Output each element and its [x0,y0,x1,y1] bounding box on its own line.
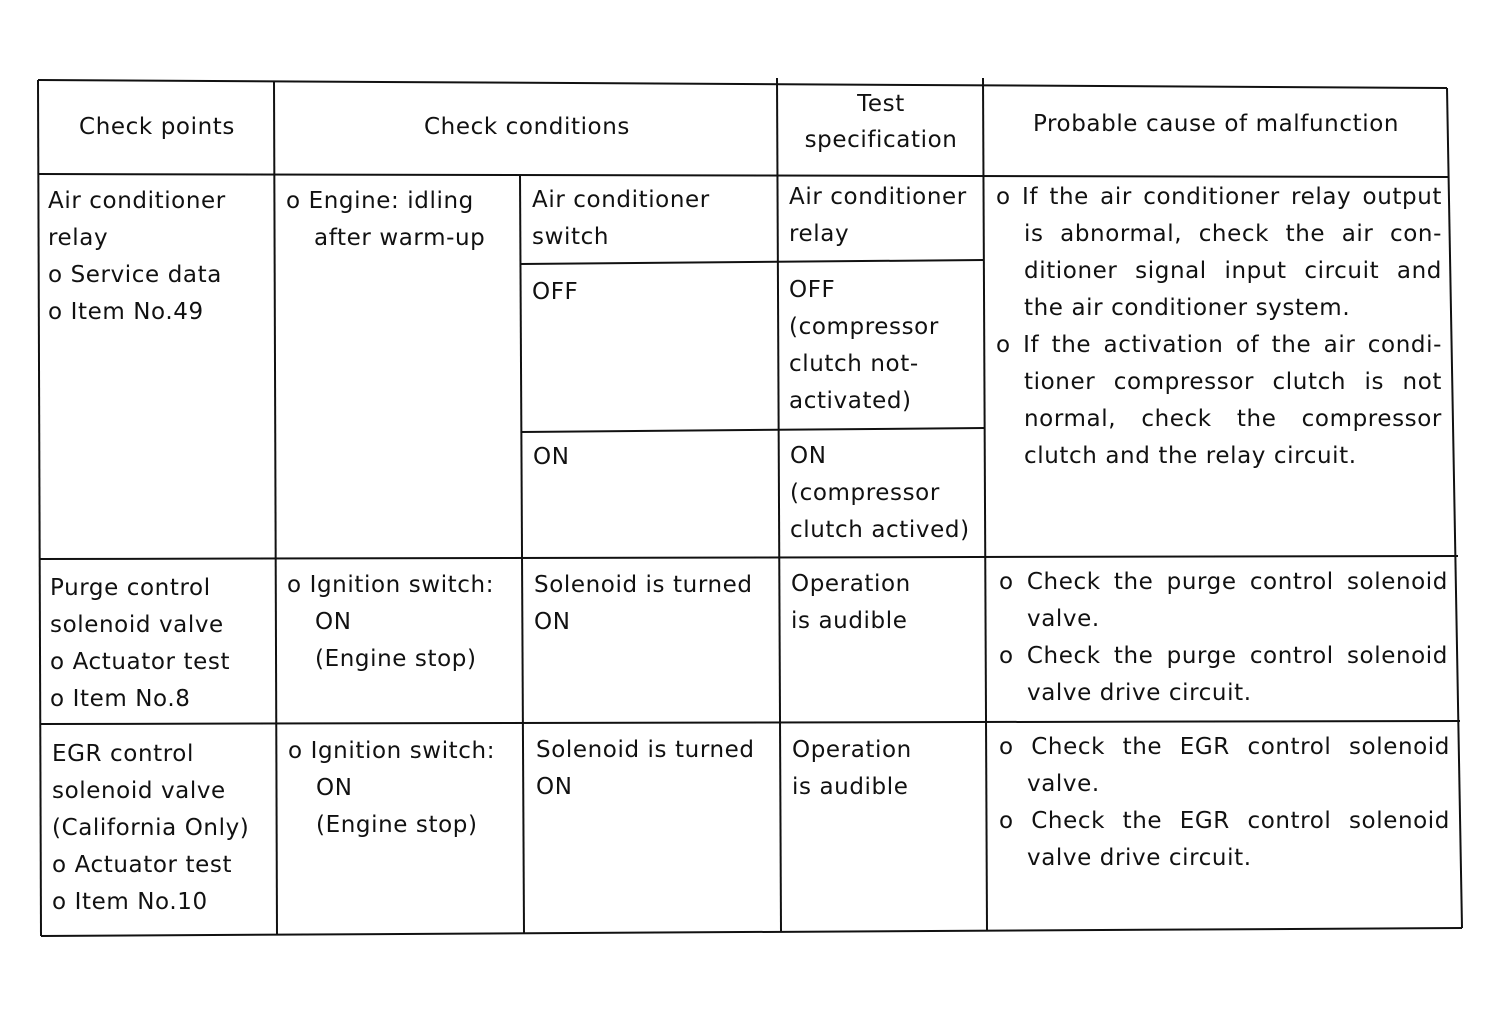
row2-check-point-line-2: solenoid valve [50,612,224,638]
row3-condition-line-2: ON [316,775,353,801]
row1-sub2-spec-line-1: ON [790,443,827,469]
row1-cause-line-4: the air conditioner system. [1024,295,1351,321]
row2-condition-line-3: (Engine stop) [315,646,477,672]
row3-spec [792,732,912,806]
header-test-specification-line-2: specification [804,127,958,153]
subrow-rule-2 [521,428,985,432]
row1-check-point-line-2: relay [48,225,109,251]
row1-cause [996,179,1442,475]
row1-condition [286,183,485,257]
row1-sub2-spec [790,438,970,549]
row2-condition [287,567,494,678]
row2-spec-line-2: is audible [791,608,908,634]
row2-spec [791,566,911,640]
row1-subheader-condition-line-1: Air conditioner [532,187,710,213]
row2-check-point-line-1: Purge control [50,575,211,601]
row2-spec-line-1: Operation [791,571,911,597]
row1-sub1-spec-line-2: (compressor [789,314,939,340]
row3-cause-line-3: o Check the EGR control solenoid [999,808,1450,834]
row2-check-point [50,570,230,718]
row1-subheader-spec [789,179,967,253]
col-rule-3 [983,78,987,931]
row2-detail [534,567,753,641]
row2-cause-line-1: o Check the purge control solenoid [999,569,1448,595]
row3-check-point-line-5: o Item No.10 [52,889,208,915]
row1-sub1-spec [789,272,939,420]
row1-sub2-spec-line-3: clutch actived) [790,517,970,543]
table-border-bottom [41,928,1462,936]
header-test-specification [779,86,983,158]
row1-check-point-line-4: o Item No.49 [48,299,204,325]
header-check-conditions [276,109,778,145]
header-check-points [40,109,274,145]
row3-condition [288,733,495,844]
row1-condition-line-1: o Engine: idling [286,188,474,214]
header-check-points-label: Check points [79,114,235,140]
row1-cause-line-5: o If the activation of the air condi- [996,332,1442,358]
col-rule-1 [274,81,277,935]
row3-cause-line-1: o Check the EGR control solenoid [999,734,1450,760]
row2-check-point-line-3: o Actuator test [50,649,231,675]
header-test-specification-line-1: Test [857,91,905,117]
row3-cause-line-2: valve. [1027,771,1100,797]
header-rule [38,174,1449,177]
table-border-left [38,80,41,936]
row3-check-point-line-3: (California Only) [52,815,250,841]
row3-check-point [52,736,249,921]
header-probable-cause [985,106,1447,142]
subrow-rule-1 [520,260,984,264]
row1-cause-line-3: ditioner signal input circuit and [1024,258,1442,284]
row1-check-point [48,183,226,331]
row1-check-point-line-1: Air conditioner [48,188,226,214]
row-rule-1 [40,556,1458,559]
row2-detail-line-2: ON [534,609,571,635]
row1-cause-line-7: normal, check the compressor [1024,406,1442,432]
row1-cause-line-1: o If the air conditioner relay output [996,184,1442,210]
row1-subheader-spec-line-2: relay [789,221,850,247]
row2-cause-line-3: o Check the purge control solenoid [999,643,1448,669]
row2-detail-line-1: Solenoid is turned [534,572,753,598]
row1-sub1-spec-line-4: activated) [789,388,912,414]
header-check-conditions-label: Check conditions [424,114,630,140]
row1-subheader-spec-line-1: Air conditioner [789,184,967,210]
row2-cause-line-2: valve. [1027,606,1100,632]
row3-cause [999,729,1450,877]
row3-check-point-line-1: EGR control [52,741,194,767]
row1-cause-line-2: is abnormal, check the air con- [1024,221,1442,247]
row1-sub1-condition-line-1: OFF [532,279,579,305]
row3-spec-line-1: Operation [792,737,912,763]
row2-cause-line-4: valve drive circuit. [1027,680,1252,706]
row1-sub1-condition [532,274,578,311]
table-border-top [38,80,1447,88]
row2-cause [999,564,1448,712]
row1-sub2-condition [533,439,570,476]
row3-detail-line-2: ON [536,774,573,800]
row1-condition-line-2: after warm-up [314,225,486,251]
row2-condition-line-2: ON [315,609,352,635]
row3-detail [536,732,755,806]
row3-check-point-line-4: o Actuator test [52,852,233,878]
row3-spec-line-2: is audible [792,774,909,800]
row2-check-point-line-4: o Item No.8 [50,686,191,712]
row1-cause-line-6: tioner compressor clutch is not [1024,369,1442,395]
row1-subheader-condition-line-2: switch [532,224,610,250]
row3-cause-line-4: valve drive circuit. [1027,845,1252,871]
col-rule-2 [777,78,781,932]
row1-sub1-spec-line-1: OFF [789,277,836,303]
row-rule-2 [40,721,1460,724]
row3-check-point-line-2: solenoid valve [52,778,226,804]
row1-sub1-spec-line-3: clutch not- [789,351,919,377]
row3-condition-line-3: (Engine stop) [316,812,478,838]
header-probable-cause-label: Probable cause of malfunction [1032,111,1400,137]
row1-cause-line-8: clutch and the relay circuit. [1024,443,1357,469]
row1-sub2-spec-line-2: (compressor [790,480,940,506]
row3-detail-line-1: Solenoid is turned [536,737,755,763]
row2-condition-line-1: o Ignition switch: [287,572,495,598]
row1-subheader-condition [532,182,710,256]
row1-check-point-line-3: o Service data [48,262,222,288]
col-rule-sub [520,175,524,933]
row1-sub2-condition-line-1: ON [533,444,570,470]
row3-condition-line-1: o Ignition switch: [288,738,496,764]
